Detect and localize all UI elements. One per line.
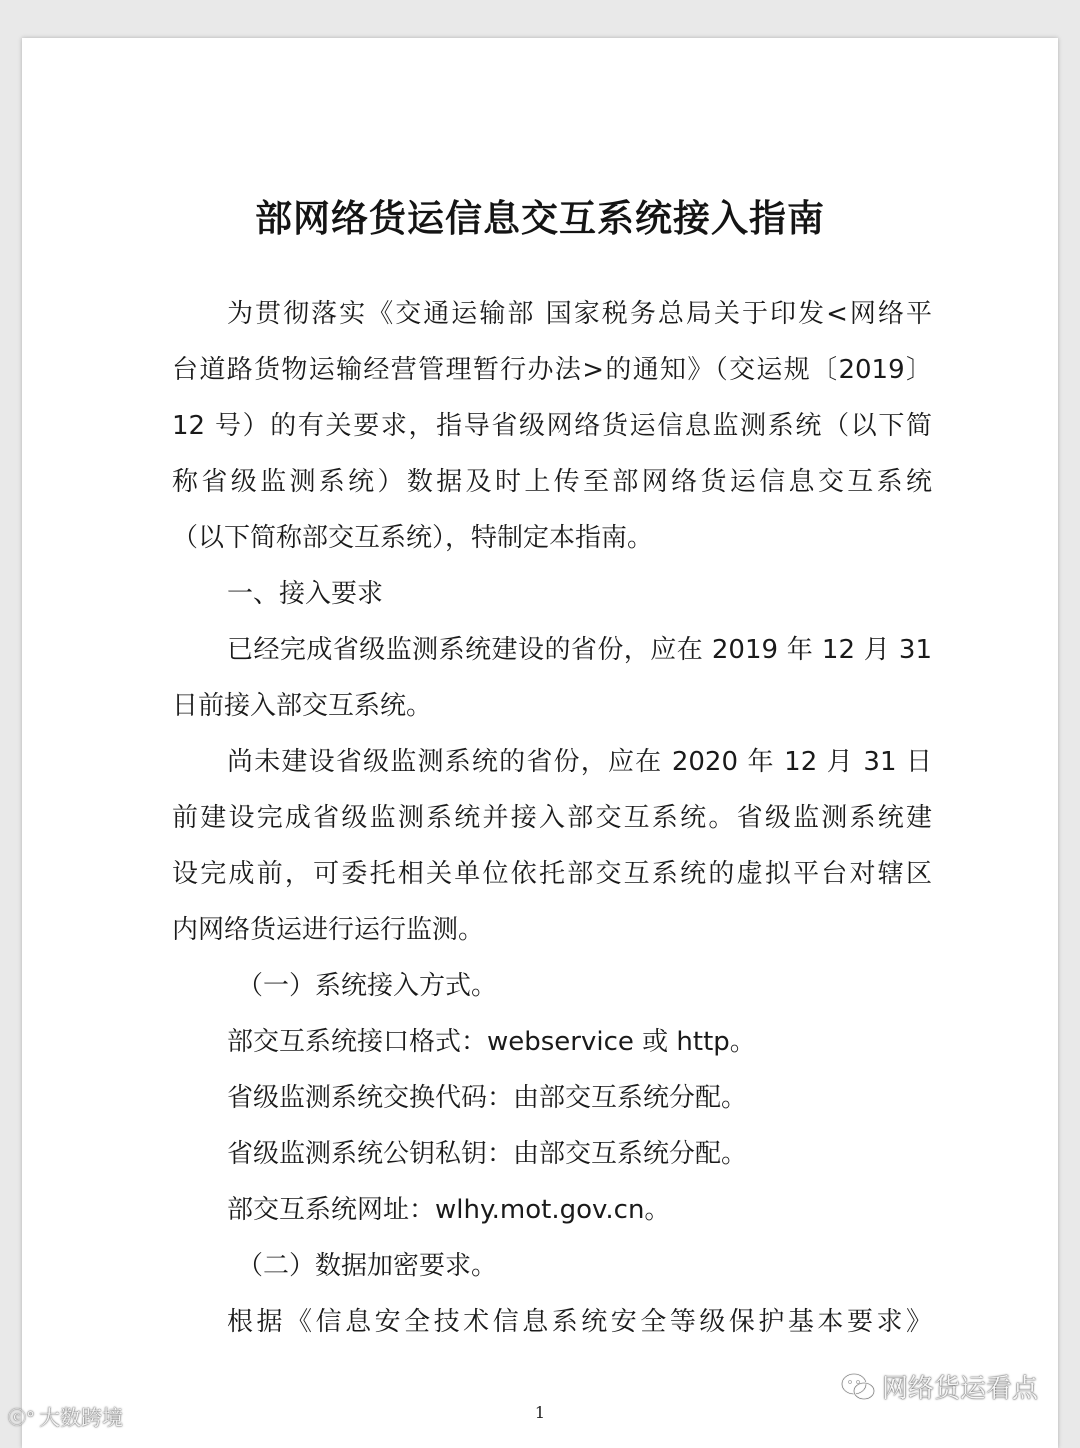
para-unbuilt-line-2: 前建设完成省级监测系统并接入部交互系统。省级监测系统建 xyxy=(172,803,932,833)
watermark-logo-icon: ⓒ° xyxy=(8,1408,35,1429)
watermark-left-text: 大数跨境 xyxy=(39,1406,123,1430)
para-unbuilt-line-4: 内网络货运进行运行监测。 xyxy=(172,915,485,945)
section-heading-access-requirements: 一、接入要求 xyxy=(227,579,384,609)
intro-line-4: 称省级监测系统）数据及时上传至部网络货运信息交互系统 xyxy=(172,467,932,497)
access-item-website: 部交互系统网址：wlhy.mot.gov.cn。 xyxy=(227,1195,671,1225)
watermark-right xyxy=(840,1368,1038,1405)
wechat-icon xyxy=(840,1372,876,1402)
watermark-right-text: 网络货运看点 xyxy=(882,1374,1039,1404)
page-number: 1 xyxy=(534,1403,546,1422)
para-unbuilt-line-1: 尚未建设省级监测系统的省份，应在 2020 年 12 月 31 日 xyxy=(227,747,932,777)
para-unbuilt-line-3: 设完成前，可委托相关单位依托部交互系统的虚拟平台对辖区 xyxy=(172,859,932,889)
document-page xyxy=(22,38,1058,1448)
access-item-key-pair: 省级监测系统公钥私钥：由部交互系统分配。 xyxy=(227,1139,748,1169)
para-encryption-line-1: 根据《信息安全技术信息系统安全等级保护基本要求》 xyxy=(227,1307,932,1337)
subheading-access-method: （一）系统接入方式。 xyxy=(237,971,498,1001)
intro-line-5: （以下简称部交互系统），特制定本指南。 xyxy=(172,523,654,553)
document-title: 部网络货运信息交互系统接入指南 xyxy=(255,197,825,240)
para-completed-line-2: 日前接入部交互系统。 xyxy=(172,691,433,721)
access-item-exchange-code: 省级监测系统交换代码：由部交互系统分配。 xyxy=(227,1083,748,1113)
watermark-left xyxy=(8,1402,123,1432)
para-completed-line-1: 已经完成省级监测系统建设的省份，应在 2019 年 12 月 31 xyxy=(227,635,932,665)
intro-line-1: 为贯彻落实《交通运输部 国家税务总局关于印发<网络平 xyxy=(227,299,932,329)
access-item-interface-format: 部交互系统接口格式：webservice 或 http。 xyxy=(227,1027,756,1057)
intro-line-3: 12 号）的有关要求，指导省级网络货运信息监测系统（以下简 xyxy=(172,411,932,441)
intro-line-2: 台道路货物运输经营管理暂行办法>的通知》（交运规〔2019〕 xyxy=(172,355,932,385)
subheading-data-encryption: （二）数据加密要求。 xyxy=(237,1251,498,1281)
